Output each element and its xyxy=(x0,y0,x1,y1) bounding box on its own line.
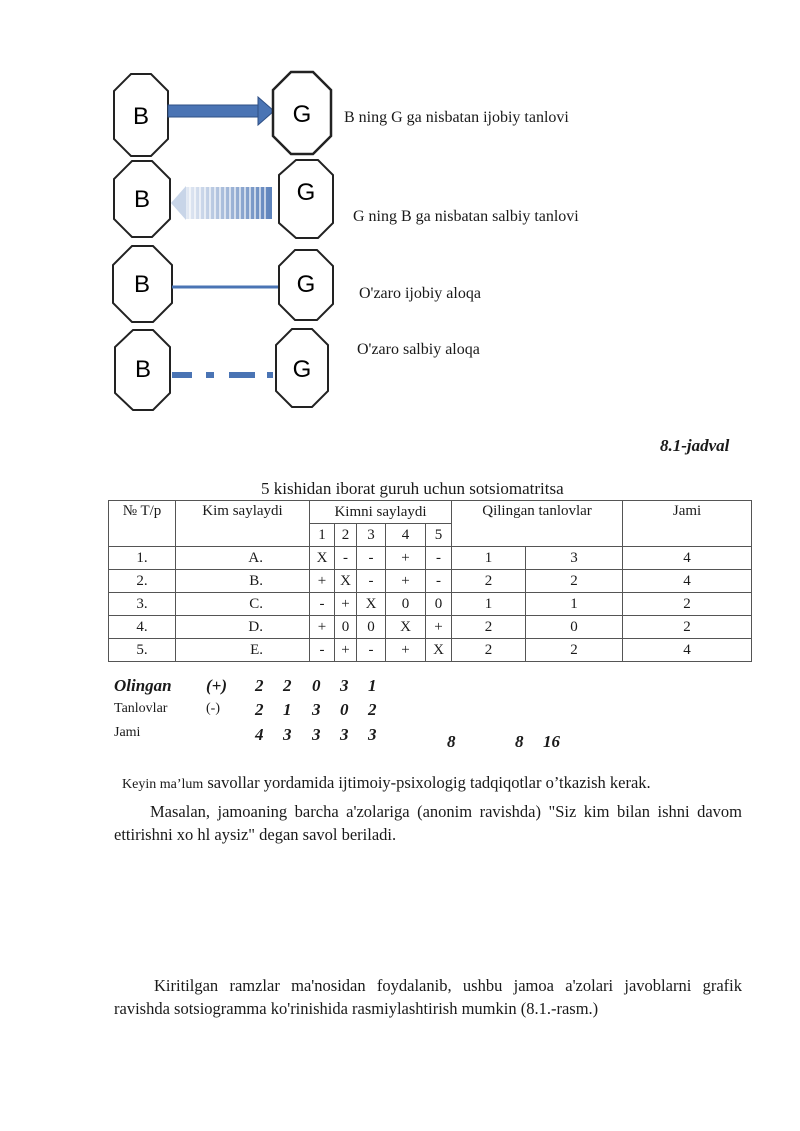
node-g-4-letter: G xyxy=(292,356,312,383)
row-mark: - xyxy=(357,547,386,570)
row-mark: 0 xyxy=(426,593,452,616)
row-mark: - xyxy=(310,639,335,662)
summary-choices-label: Tanlovlar xyxy=(114,701,168,716)
node-g-3-letter: G xyxy=(296,271,316,298)
row-name: E. xyxy=(176,639,310,662)
row-num: 2. xyxy=(109,570,176,593)
row-mark: X xyxy=(310,547,335,570)
summary-minus-value: 0 xyxy=(340,700,349,719)
legend-label-mutual-negative: O'zaro salbiy aloqa xyxy=(357,341,480,358)
positive-arrow-shaft xyxy=(168,105,260,117)
row-mark: + xyxy=(310,616,335,639)
row-negative: 3 xyxy=(526,547,623,570)
row-total: 2 xyxy=(623,616,752,639)
node-b-3-letter: B xyxy=(133,271,151,298)
row-name: C. xyxy=(176,593,310,616)
row-name: D. xyxy=(176,616,310,639)
row-mark: X xyxy=(357,593,386,616)
row-mark: - xyxy=(357,570,386,593)
row-name: B. xyxy=(176,570,310,593)
table-row xyxy=(109,547,752,570)
row-num: 1. xyxy=(109,547,176,570)
row-negative: 2 xyxy=(526,639,623,662)
table-row xyxy=(109,616,752,639)
row-num: 5. xyxy=(109,639,176,662)
subheader-1: 1 xyxy=(310,524,335,547)
summary-sum-negative: 8 xyxy=(515,732,524,751)
table-row xyxy=(109,593,752,616)
table-title: 5 kishidan iborat guruh uchun sotsiomatritsa xyxy=(261,479,564,498)
paragraph-sociogram: Kiritilgan ramzlar ma'nosidan foydalanib, ushbu jamoa a'zolari javoblarni grafik ravishda sotsiogramma ko'rinishida rasmiylashtirish mumkin (8.1.-rasm.) xyxy=(114,976,742,1018)
row-name: A. xyxy=(176,547,310,570)
node-g-2-letter: G xyxy=(296,179,316,206)
legend-label-positive-choice: B ning G ga nisbatan ijobiy tanlovi xyxy=(344,109,569,126)
summary-total-value: 4 xyxy=(255,725,264,744)
row-mark: + xyxy=(386,570,426,593)
summary-plus-value: 0 xyxy=(312,676,321,695)
row-mark: 0 xyxy=(357,616,386,639)
row-mark: 0 xyxy=(335,616,357,639)
summary-plus-value: 1 xyxy=(368,676,377,695)
positive-arrow-head xyxy=(258,97,274,125)
row-mark: - xyxy=(335,547,357,570)
row-mark: X xyxy=(426,639,452,662)
node-b-4-letter: B xyxy=(134,356,152,383)
row-mark: - xyxy=(310,593,335,616)
row-mark: + xyxy=(386,547,426,570)
header-made-choices: Qilingan tanlovlar xyxy=(452,501,623,547)
header-num: № T/p xyxy=(109,501,176,547)
row-num: 4. xyxy=(109,616,176,639)
summary-total-value: 3 xyxy=(283,725,292,744)
subheader-4: 4 xyxy=(386,524,426,547)
paragraph-question: Masalan, jamoaning barcha a'zolariga (anonim ravishda) "Siz kim bilan ishni davom ettirishni xo hl aysiz" degan savol beriladi. xyxy=(114,802,742,844)
summary-sum-positive: 8 xyxy=(447,732,456,751)
summary-minus-sign: (-) xyxy=(206,701,220,716)
row-mark: + xyxy=(310,570,335,593)
legend-label-mutual-positive: O'zaro ijobiy aloqa xyxy=(359,285,481,302)
summary-minus-value: 2 xyxy=(255,700,264,719)
row-mark: - xyxy=(357,639,386,662)
table-row xyxy=(109,639,752,662)
row-mark: 0 xyxy=(386,593,426,616)
summary-sum-total: 16 xyxy=(543,732,560,751)
legend-label-negative-choice: G ning B ga nisbatan salbiy tanlovi xyxy=(353,208,579,225)
node-b-2-letter: B xyxy=(133,186,151,213)
summary-plus-value: 2 xyxy=(255,676,264,695)
summary-total-value: 3 xyxy=(312,725,321,744)
row-positive: 2 xyxy=(452,616,526,639)
mutual-negative-line xyxy=(172,372,273,378)
row-total: 4 xyxy=(623,570,752,593)
row-mark: + xyxy=(426,616,452,639)
summary-plus-value: 2 xyxy=(283,676,292,695)
node-g-1-letter: G xyxy=(292,101,312,128)
header-total: Jami xyxy=(623,501,752,547)
row-mark: + xyxy=(335,639,357,662)
row-positive: 1 xyxy=(452,547,526,570)
subheader-5: 5 xyxy=(426,524,452,547)
row-total: 4 xyxy=(623,547,752,570)
summary-total-value: 3 xyxy=(368,725,377,744)
row-positive: 1 xyxy=(452,593,526,616)
summary-received-label: Olingan xyxy=(114,676,172,695)
row-total: 2 xyxy=(623,593,752,616)
negative-arrow xyxy=(171,186,272,220)
table-row xyxy=(109,570,752,593)
row-num: 3. xyxy=(109,593,176,616)
summary-total-label: Jami xyxy=(114,725,141,740)
row-positive: 2 xyxy=(452,639,526,662)
row-mark: - xyxy=(426,547,452,570)
row-mark: + xyxy=(386,639,426,662)
node-b-1-letter: B xyxy=(132,103,150,130)
row-positive: 2 xyxy=(452,570,526,593)
row-mark: + xyxy=(335,593,357,616)
summary-minus-value: 2 xyxy=(368,700,377,719)
summary-minus-value: 3 xyxy=(312,700,321,719)
summary-plus-sign: (+) xyxy=(206,676,228,695)
summary-total-value: 3 xyxy=(340,725,349,744)
row-total: 4 xyxy=(623,639,752,662)
paragraph-intro-rest: savollar yordamida ijtimoiy-psixologig tadqiqotlar o’tkazish kerak. xyxy=(203,773,651,792)
row-mark: X xyxy=(386,616,426,639)
row-negative: 0 xyxy=(526,616,623,639)
table-caption: 8.1-jadval xyxy=(660,436,730,455)
summary-minus-value: 1 xyxy=(283,700,292,719)
row-negative: 1 xyxy=(526,593,623,616)
paragraph-intro xyxy=(122,771,651,796)
paragraph-intro-small: Keyin ma’lum xyxy=(122,777,204,792)
header-whom: Kimni saylaydi xyxy=(310,501,452,524)
sociomatrix-table xyxy=(108,500,752,662)
summary-plus-value: 3 xyxy=(340,676,349,695)
header-who: Kim saylaydi xyxy=(176,501,310,547)
row-negative: 2 xyxy=(526,570,623,593)
row-mark: X xyxy=(335,570,357,593)
subheader-2: 2 xyxy=(335,524,357,547)
subheader-3: 3 xyxy=(357,524,386,547)
row-mark: - xyxy=(426,570,452,593)
